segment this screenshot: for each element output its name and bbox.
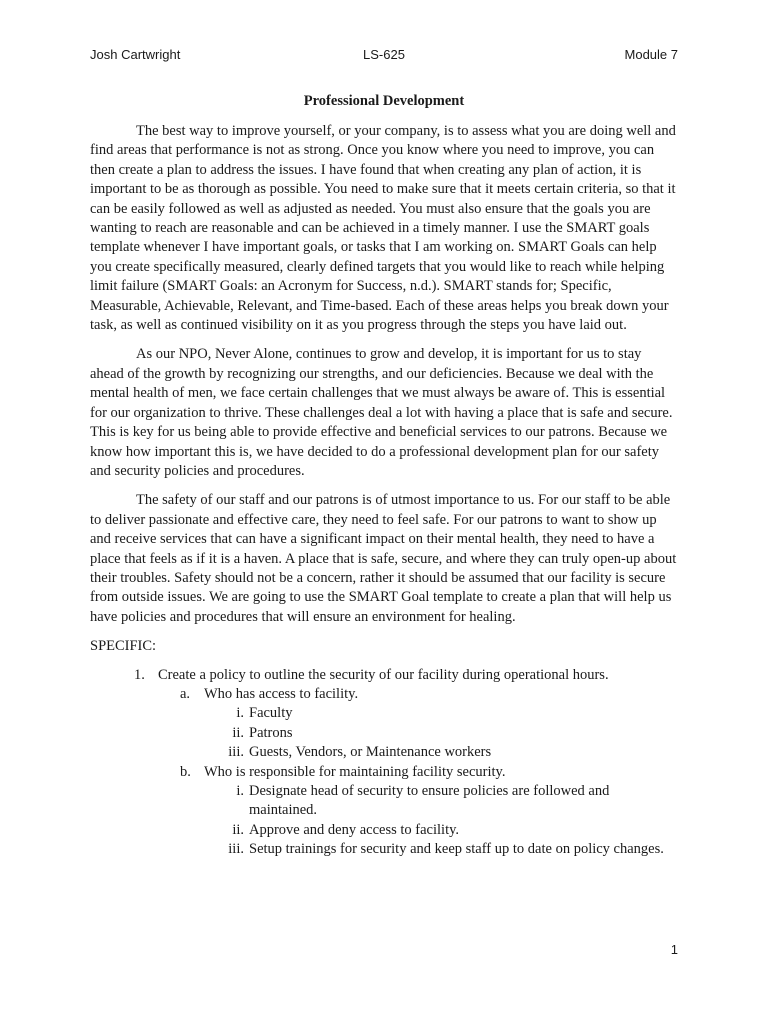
list-item — [90, 743, 678, 762]
outline-list — [90, 666, 678, 860]
list-marker: ii. — [232, 724, 244, 741]
list-item — [90, 821, 678, 840]
list-text: Setup trainings for security and keep staff up to date on policy changes. — [249, 841, 664, 858]
list-text: Faculty — [249, 705, 293, 722]
list-item — [90, 724, 678, 743]
list-marker: a. — [180, 685, 191, 702]
list-marker: iii. — [228, 744, 244, 761]
list-item — [90, 840, 678, 859]
list-marker: b. — [180, 763, 191, 780]
paragraph-npo: As our NPO, Never Alone, continues to grow and develop, it is important for us to stay ahead of the growth by recognizing our strengths, and our deficiencies. Because we deal with the mental health of men, we face certain challenges that we must always be aware of. This is essential for our organization to thrive. These challenges deal a lot with having a place that is safe and secure. This is key for us being able to provide effective and beneficial services to our patrons. Because we know how important this is, we have decided to do a professional development plan for our safety and security policies and procedures. — [90, 346, 673, 479]
page-number: 1 — [670, 942, 678, 957]
document-title: Professional Development — [303, 93, 465, 109]
list-text: Patrons — [249, 724, 293, 741]
list-text: Approve and deny access to facility. — [249, 821, 460, 838]
list-marker: ii. — [232, 821, 244, 838]
list-text: Who has access to facility. — [204, 685, 359, 702]
page-header — [90, 47, 678, 65]
section-label-specific: SPECIFIC: — [90, 638, 157, 655]
paragraph-intro: The best way to improve yourself, or your company, is to assess what you are doing well and find areas that performance is not as strong. Once you know where you need to improve, you can then create a plan to address the issues. I have found that when creating any plan of action, it is important to be as thorough as possible. You need to make sure that it meets certain criteria, so that it can be easily followed as well as adjusted as needed. You must also ensure that the goals you are wanting to reach are reasonable and can be achieved in a timely manner. I use the SMART goals template whenever I have important goals, or tasks that I am working on. SMART Goals can help you create specifically measured, clearly defined targets that you would like to reach while helping limit failure (SMART Goals: an Acronym for Success, n.d.). SMART stands for; Specific, Measurable, Achievable, Relevant, and Time-based. Each of these areas helps you break down your task, as well as continued visibility on it as you progress through the steps you have laid out. — [90, 123, 676, 334]
header-module: Module 7 — [624, 47, 678, 62]
paragraph-safety: The safety of our staff and our patrons is of utmost importance to us. For our staff to be able to deliver passionate and effective care, they need to feel safe. For our patrons to want to show up and receive services that can have a significant impact on their mental health, they need to have a place that feels as if it is a haven. A place that is safe, secure, and where they can truly open-up about their troubles. Safety should not be a concern, rather it should be assumed that our facility is secure from outside issues. We are going to use the SMART Goal template to create a plan that will help us have policies and procedures that will ensure an environment for healing. — [90, 492, 677, 625]
list-item — [90, 685, 678, 704]
list-item — [90, 666, 678, 685]
list-text: Designate head of security to ensure policies are followed and maintained. — [249, 783, 610, 819]
list-marker: iii. — [228, 841, 244, 858]
header-author: Josh Cartwright — [90, 47, 181, 62]
list-text: Guests, Vendors, or Maintenance workers — [249, 744, 492, 761]
list-item — [90, 704, 678, 723]
document-body — [90, 122, 678, 860]
list-marker: i. — [236, 783, 244, 799]
header-course: LS-625 — [363, 47, 405, 62]
list-item — [90, 763, 678, 782]
list-item — [90, 782, 678, 821]
list-text: Who is responsible for maintaining facility security. — [204, 763, 506, 780]
list-text: Create a policy to outline the security of our facility during operational hours. — [158, 666, 609, 683]
list-marker: 1. — [134, 666, 145, 683]
list-marker: i. — [236, 705, 244, 722]
